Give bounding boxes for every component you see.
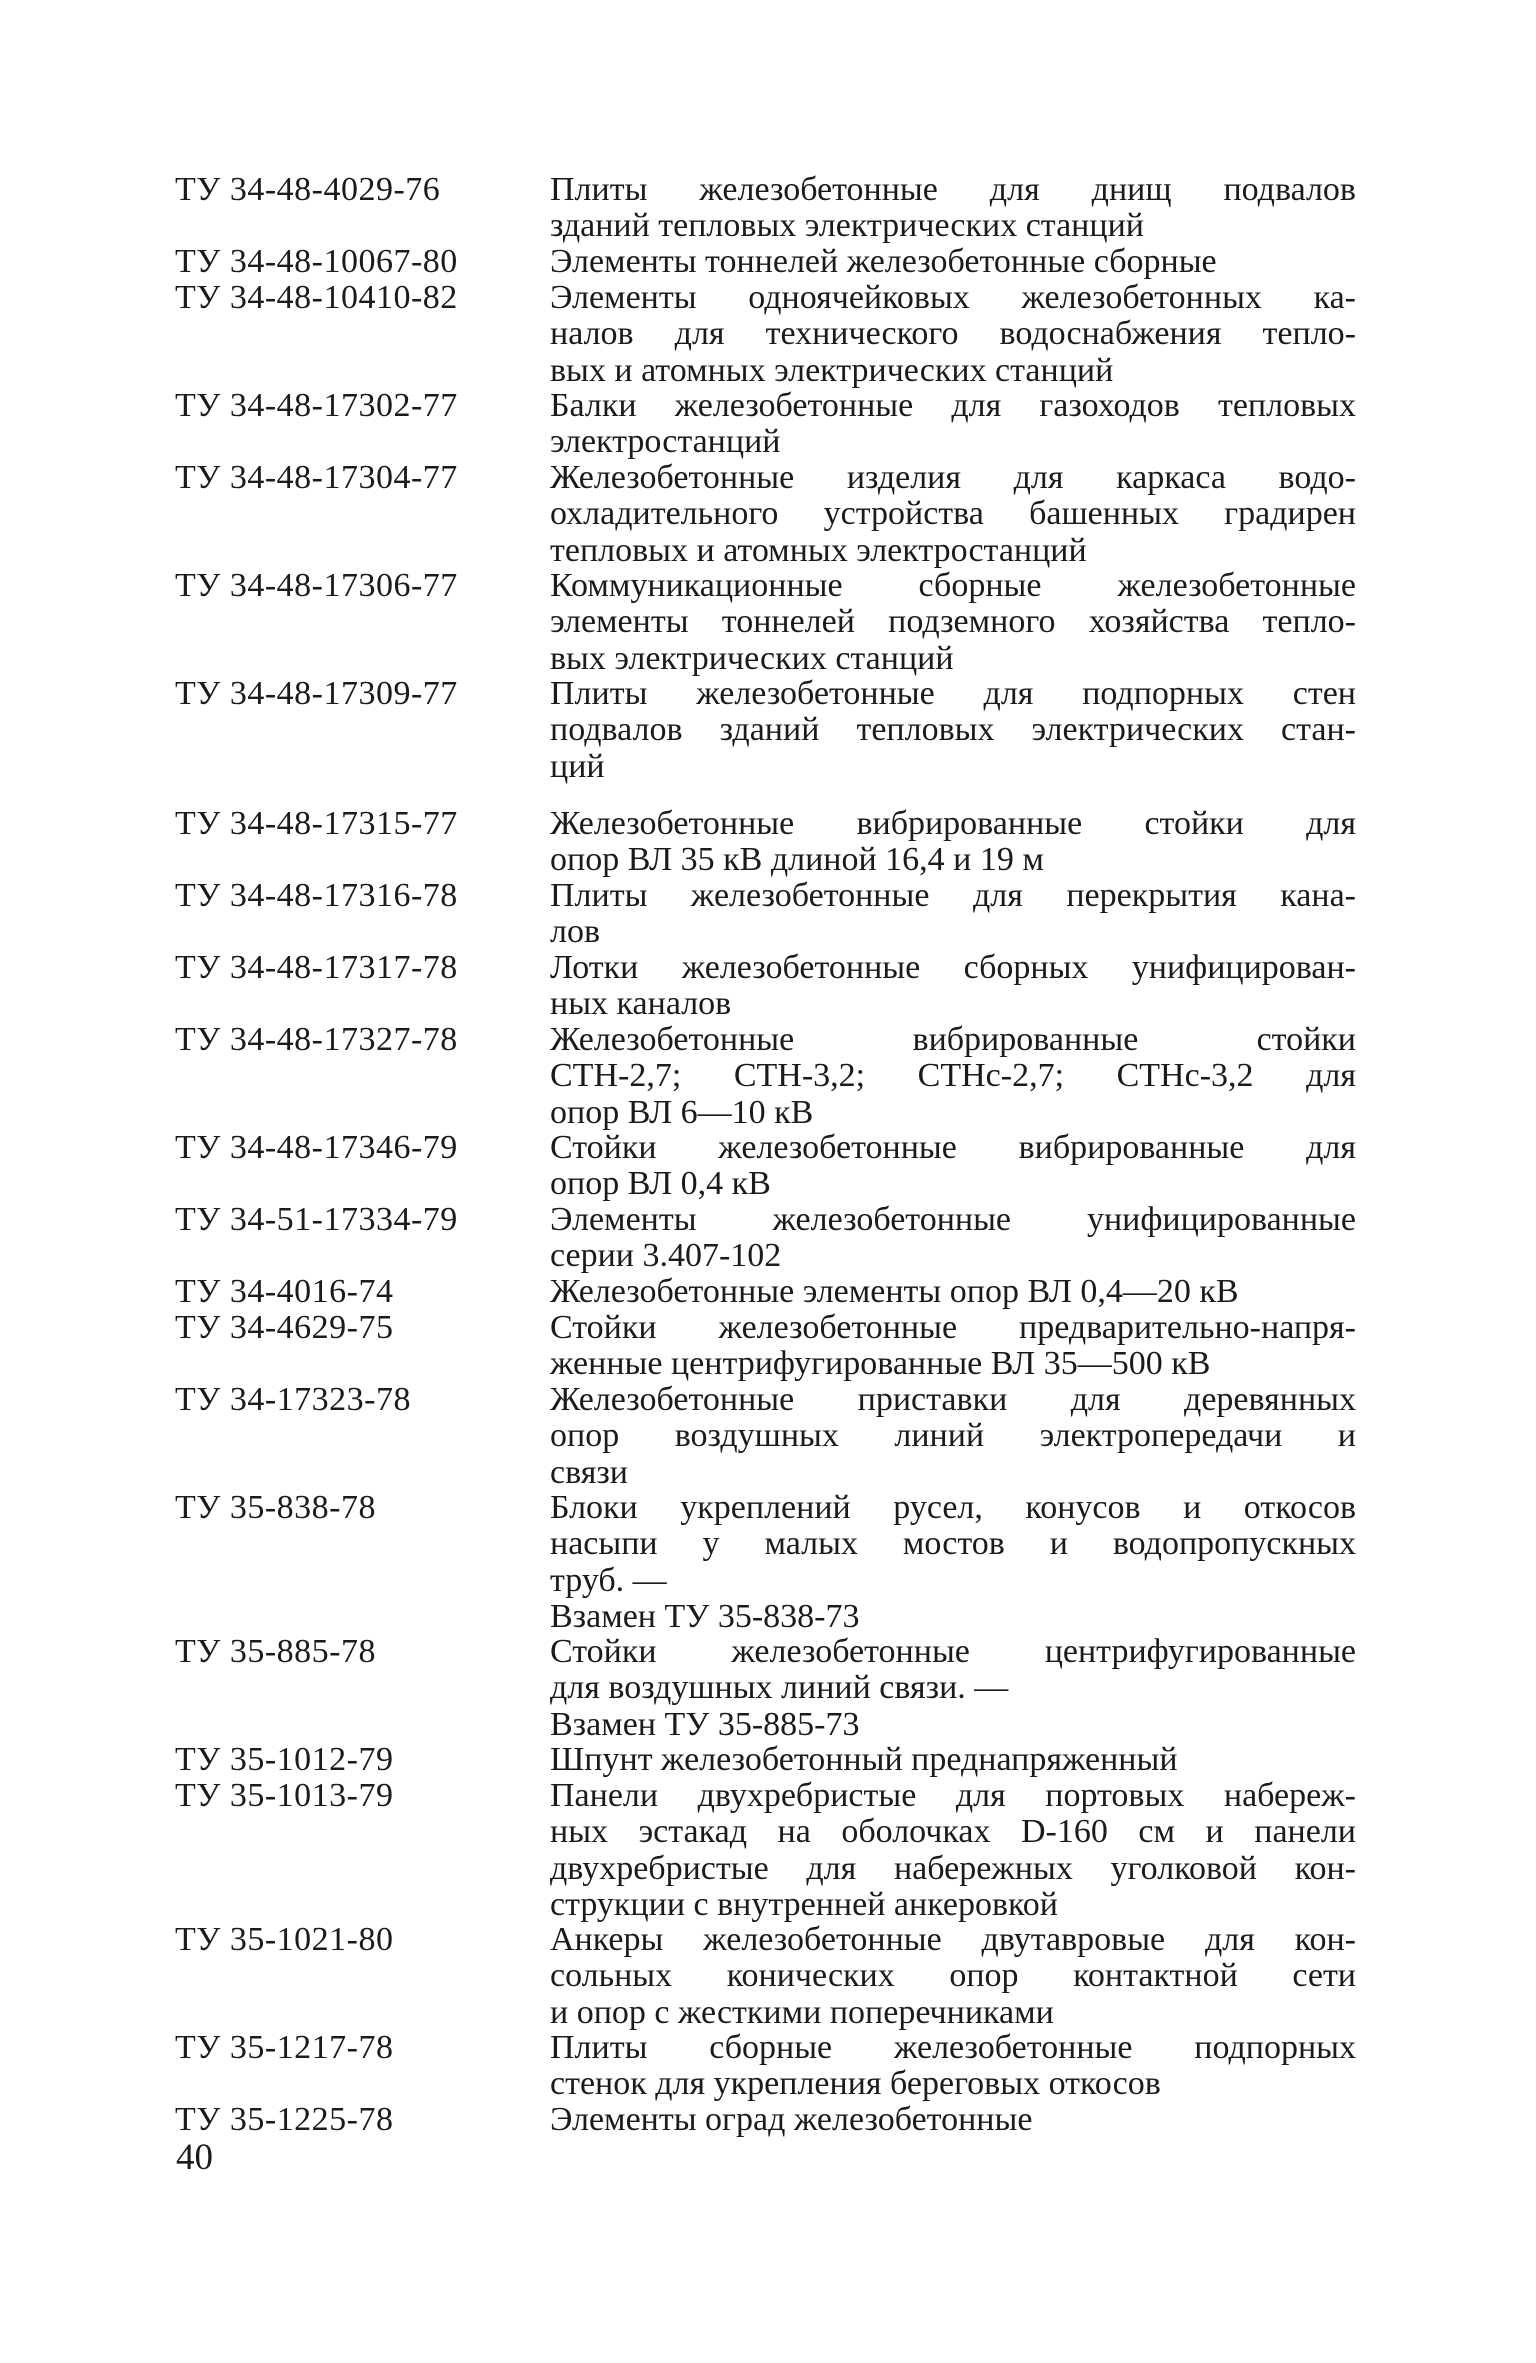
spec-description-line: сольных конических опор контактной сети: [550, 1957, 1356, 1995]
spec-code: ТУ 34-48-17327-78: [175, 1021, 458, 1058]
spec-description-line: связи: [550, 1453, 628, 1491]
spec-code: ТУ 34-48-17317-78: [175, 949, 458, 986]
spec-description-line: лов: [550, 913, 601, 951]
spec-code: ТУ 35-838-78: [175, 1489, 376, 1526]
spec-description-line: Железобетонные вибрированные стойки: [550, 1021, 1356, 1058]
spec-description-line: Железобетонные вибрированные стойки для: [550, 805, 1356, 842]
spec-description-line: зданий тепловых электрических станций: [550, 207, 1144, 245]
spec-description-line: стенок для укрепления береговых откосов: [550, 2065, 1161, 2103]
spec-code: ТУ 34-48-10067-80: [175, 243, 458, 280]
spec-code: ТУ 35-885-78: [175, 1633, 376, 1670]
spec-description-line: Плиты железобетонные для днищ подвалов: [550, 171, 1356, 208]
spec-description-line: ных каналов: [550, 985, 732, 1023]
spec-description-line: струкции с внутренней анкеровкой: [550, 1886, 1058, 1924]
spec-description-line: двухребристые для набережных уголковой кон-: [550, 1849, 1356, 1887]
spec-description: [550, 1130, 1356, 1203]
spec-description: [550, 1310, 1356, 1383]
spec-description-line: для воздушных линий связи. —: [550, 1669, 1009, 1707]
spec-description-line: опор ВЛ 6—10 кВ: [550, 1093, 814, 1131]
spec-description: [550, 1778, 1356, 1924]
spec-description: [550, 1202, 1356, 1275]
spec-description-line: СТН-2,7; СТН-3,2; СТНс-2,7; СТНс-3,2 для: [550, 1057, 1356, 1095]
spec-description-line: Элементы железобетонные унифицированные: [550, 1201, 1356, 1238]
spec-description: [550, 1022, 1356, 1131]
spec-description-line: ных эстакад на оболочках D-160 см и панели: [550, 1813, 1356, 1851]
spec-description-line: Плиты железобетонные для перекрытия кана-: [550, 877, 1356, 914]
spec-description-line: элементы тоннелей подземного хозяйства тепло-: [550, 603, 1356, 641]
spec-description-line: вых и атомных электрических станций: [550, 351, 1114, 389]
spec-description-line: вых электрических станций: [550, 639, 954, 677]
spec-code: ТУ 34-17323-78: [175, 1381, 411, 1418]
spec-description: [550, 676, 1356, 785]
spec-description: [550, 1382, 1356, 1491]
spec-description-line: Взамен ТУ 35-885-73: [550, 1705, 860, 1743]
spec-code: ТУ 34-48-17309-77: [175, 675, 458, 712]
spec-description-line: и опор с жесткими поперечниками: [550, 1993, 1054, 2031]
spec-description: [550, 388, 1356, 461]
spec-code: ТУ 35-1217-78: [175, 2029, 394, 2066]
spec-description-line: электростанций: [550, 423, 781, 461]
spec-code: ТУ 34-48-17315-77: [175, 805, 458, 842]
spec-code: ТУ 35-1012-79: [175, 1741, 394, 1778]
spec-description: [550, 1742, 1356, 1778]
spec-description: [550, 878, 1356, 951]
spec-description-line: Элементы оград железобетонные: [550, 2101, 1033, 2138]
spec-description: [550, 2102, 1356, 2138]
spec-description-line: Стойки железобетонные предварительно-напря-: [550, 1309, 1356, 1346]
spec-description: [550, 950, 1356, 1023]
spec-code: ТУ 35-1021-80: [175, 1921, 394, 1958]
spec-description-line: опор ВЛ 0,4 кВ: [550, 1165, 771, 1203]
spec-description-line: тепловых и атомных электростанций: [550, 531, 1087, 569]
spec-description-line: опор воздушных линий электропередачи и: [550, 1417, 1356, 1455]
spec-description: [550, 806, 1356, 879]
spec-description: [550, 244, 1356, 280]
spec-description-line: налов для технического водоснабжения тепло-: [550, 315, 1356, 353]
spec-description-line: Элементы одноячейковых железобетонных ка-: [550, 279, 1356, 316]
spec-description-line: серии 3.407-102: [550, 1237, 782, 1275]
spec-description-line: ций: [550, 747, 605, 785]
spec-code: ТУ 34-4016-74: [175, 1273, 394, 1310]
spec-description-line: Плиты сборные железобетонные подпорных: [550, 2029, 1356, 2066]
spec-code: ТУ 34-48-17304-77: [175, 459, 458, 496]
spec-description: [550, 460, 1356, 569]
page-number: 40: [176, 2137, 213, 2178]
spec-code: ТУ 34-48-17306-77: [175, 567, 458, 604]
spec-description-line: Стойки железобетонные центрифугированные: [550, 1633, 1356, 1670]
spec-description-line: Балки железобетонные для газоходов тепловых: [550, 387, 1356, 424]
spec-description-line: Панели двухребристые для портовых набереж-: [550, 1777, 1356, 1814]
spec-description-line: Элементы тоннелей железобетонные сборные: [550, 243, 1217, 280]
spec-description: [550, 1490, 1356, 1636]
spec-description-line: подвалов зданий тепловых электрических стан-: [550, 711, 1356, 749]
spec-description-line: труб. —: [550, 1561, 667, 1599]
spec-description: [550, 568, 1356, 677]
spec-description-line: охладительного устройства башенных градирен: [550, 495, 1356, 533]
spec-code: ТУ 34-48-4029-76: [175, 171, 441, 208]
spec-description: [550, 1922, 1356, 2031]
spec-description-line: женные центрифугированные ВЛ 35—500 кВ: [550, 1345, 1211, 1383]
spec-description: [550, 280, 1356, 389]
spec-description-line: Взамен ТУ 35-838-73: [550, 1598, 860, 1636]
spec-description-line: Блоки укреплений русел, конусов и откосов: [550, 1489, 1356, 1526]
spec-description-line: Анкеры железобетонные двутавровые для кон-: [550, 1921, 1356, 1958]
spec-description-line: Стойки железобетонные вибрированные для: [550, 1129, 1356, 1166]
spec-code: ТУ 34-51-17334-79: [175, 1201, 458, 1238]
spec-code: ТУ 34-48-17316-78: [175, 877, 458, 914]
spec-description-line: опор ВЛ 35 кВ длиной 16,4 и 19 м: [550, 841, 1044, 879]
spec-description: [550, 1634, 1356, 1743]
spec-code: ТУ 35-1225-78: [175, 2101, 394, 2138]
spec-code: ТУ 34-48-17346-79: [175, 1129, 458, 1166]
spec-code: ТУ 34-48-17302-77: [175, 387, 458, 424]
spec-description-line: Железобетонные приставки для деревянных: [550, 1381, 1356, 1418]
spec-description-line: Шпунт железобетонный преднапряженный: [550, 1741, 1178, 1778]
spec-description-line: Плиты железобетонные для подпорных стен: [550, 675, 1356, 712]
spec-description-line: насыпи у малых мостов и водопропускных: [550, 1525, 1356, 1563]
spec-code: ТУ 34-48-10410-82: [175, 279, 458, 316]
spec-description: [550, 2030, 1356, 2103]
spec-description: [550, 1274, 1356, 1310]
spec-description-line: Железобетонные изделия для каркаса водо-: [550, 459, 1356, 496]
spec-description-line: Лотки железобетонные сборных унифицирован-: [550, 949, 1356, 986]
spec-description-line: Коммуникационные сборные железобетонные: [550, 567, 1356, 604]
spec-description-line: Железобетонные элементы опор ВЛ 0,4—20 кВ: [550, 1273, 1239, 1310]
spec-code: ТУ 34-4629-75: [175, 1309, 394, 1346]
spec-description: [550, 172, 1356, 245]
spec-code: ТУ 35-1013-79: [175, 1777, 394, 1814]
